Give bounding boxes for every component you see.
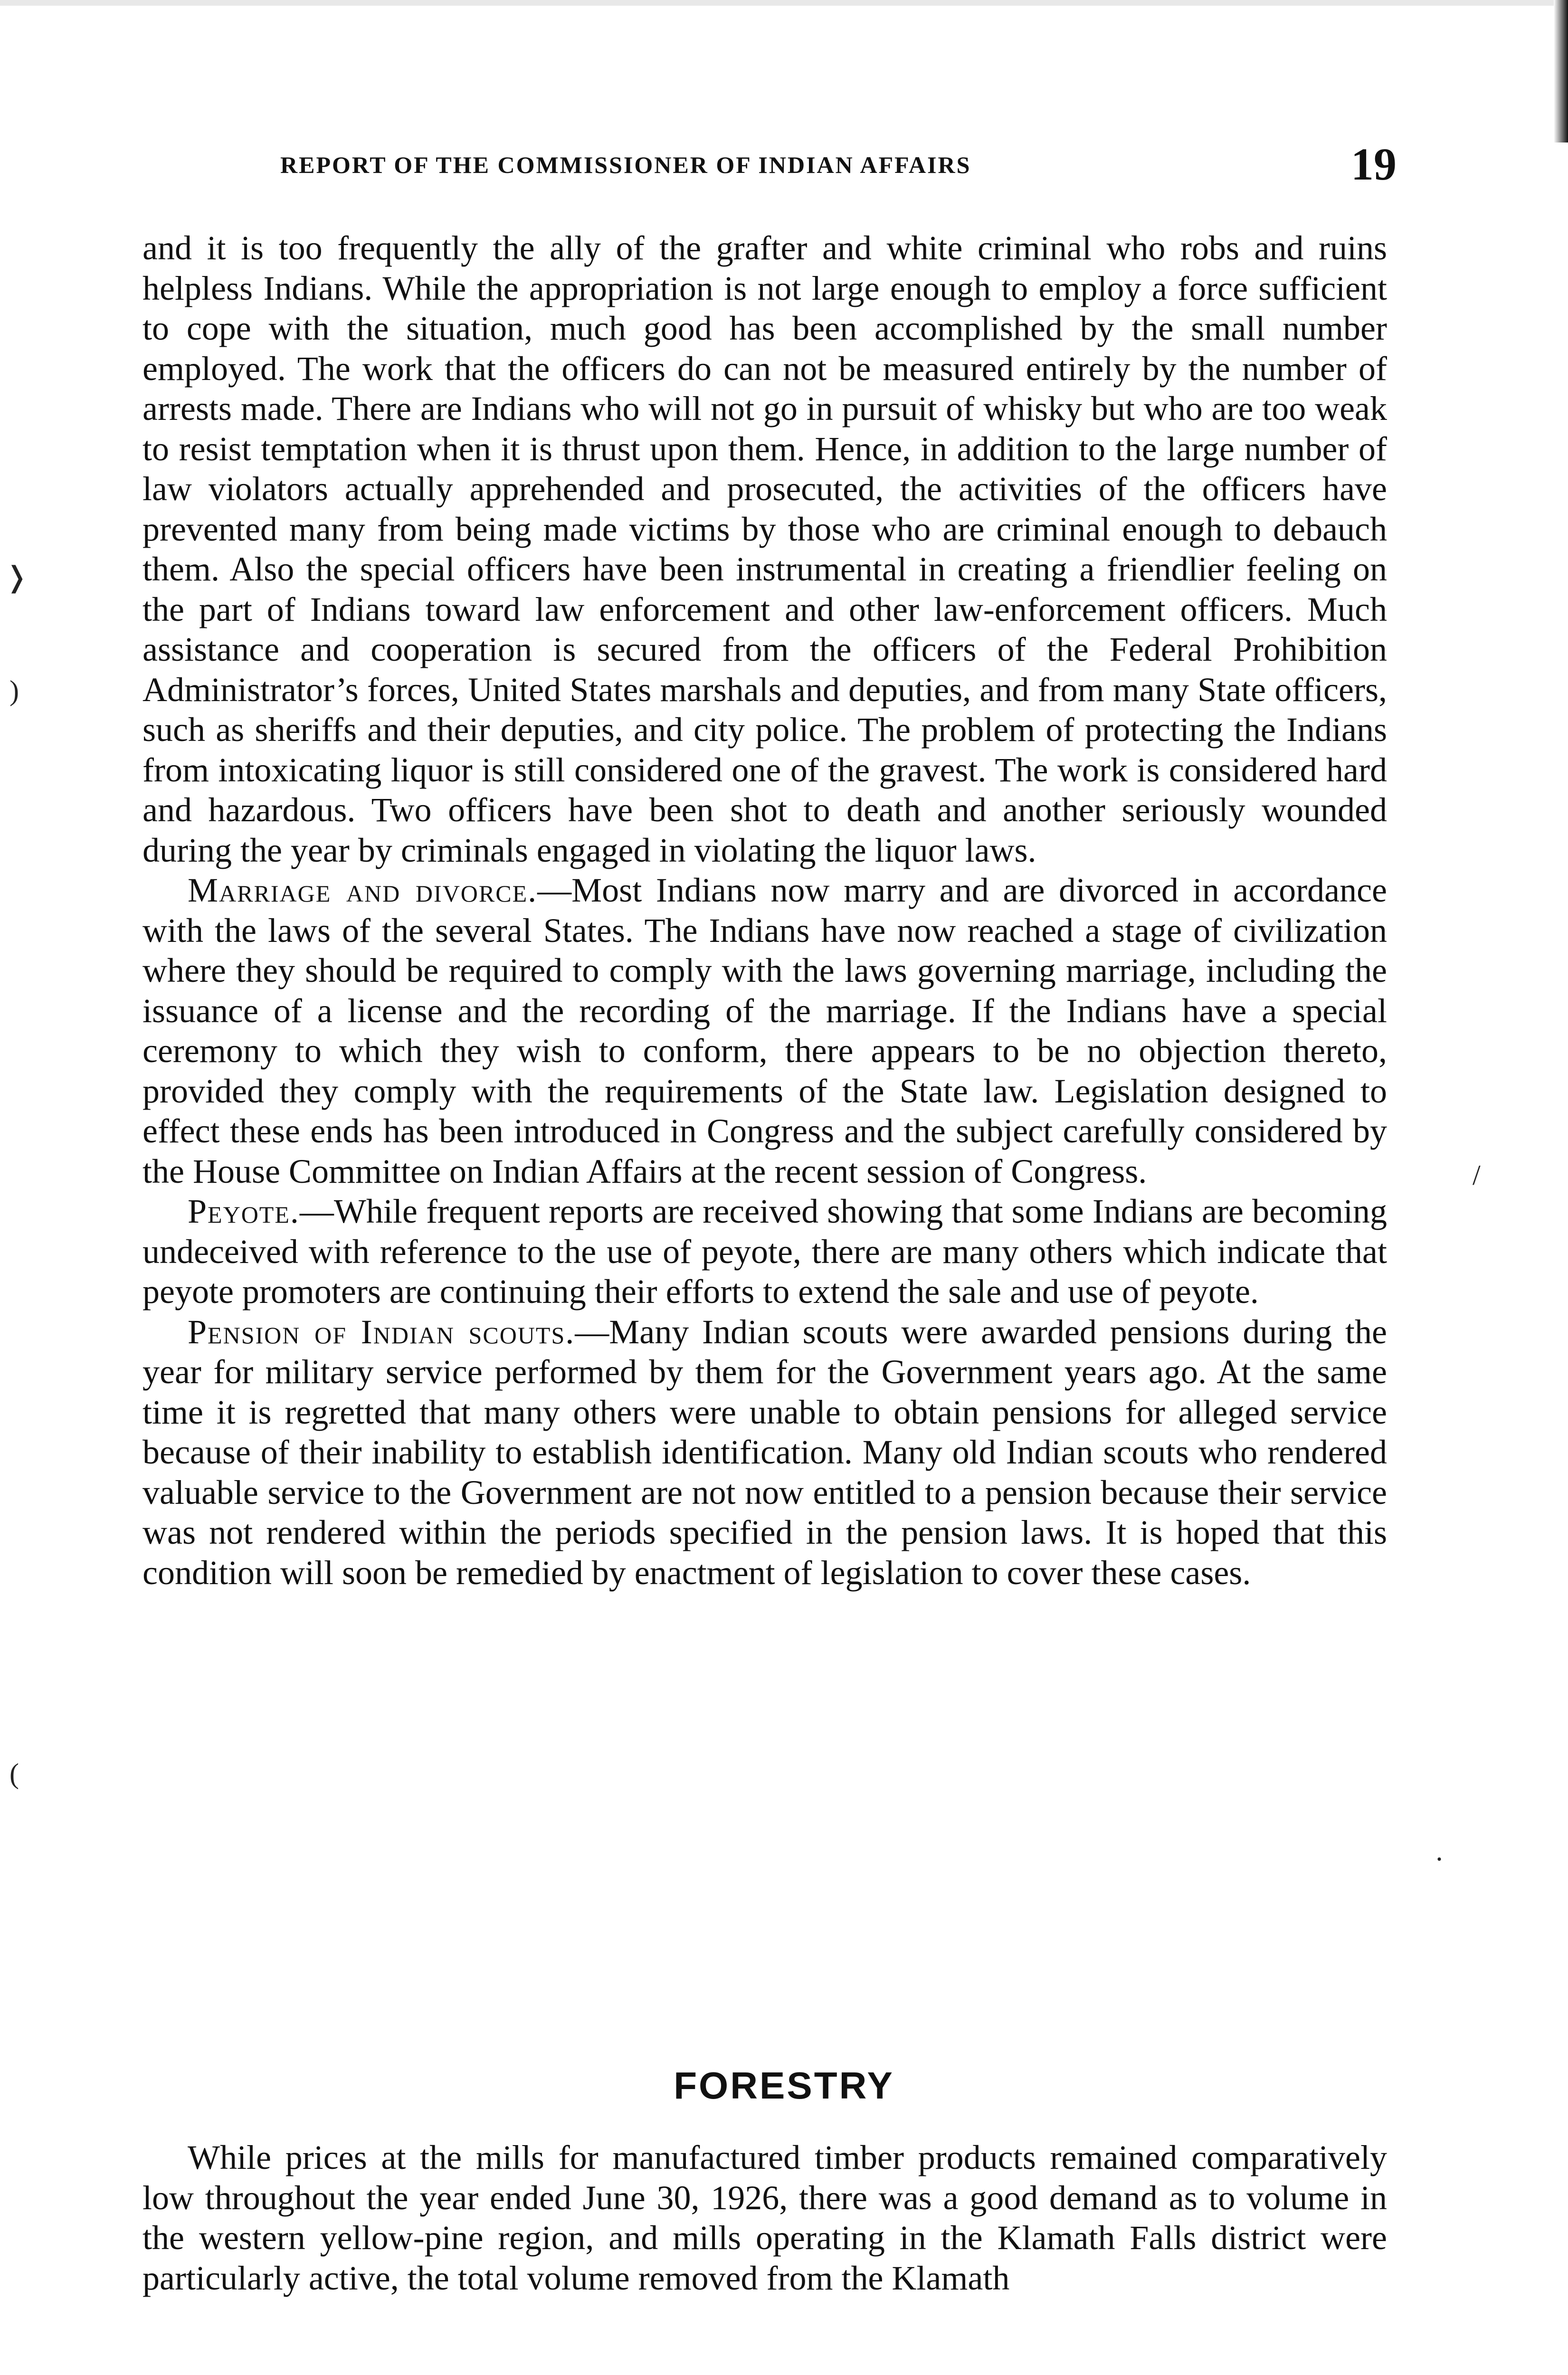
marriage-text: —Most Indians now marry and are divorced in accordance with the laws of the several States. The Indians have now reached a stage of civilization where they should be required to comply with the laws governing marriage, including the issuance of a license and the recording of the marriage. If the Indians have a special ceremony to which they wish to conform, there appears to be no objection thereto, provided they comply with the requirements of the State law. Legislation designed to effect these ends has been introduced in Congress and the subject carefully considered by the House Committee on Indian Affairs at the recent session of Congress. (143, 871, 1387, 1190)
scan-edge-right (1554, 0, 1568, 142)
scan-edge-top (0, 0, 1568, 6)
section-heading-forestry: FORESTRY (674, 2064, 894, 2107)
paragraph-forestry: While prices at the mills for manufactured timber products remained comparatively low throughout the year ended June 30, 1926, there was a good demand as to volume in the western yellow-pine region, and mills operating in the Klamath Falls district were particularly active, the total volume removed from the Klamath (143, 2138, 1387, 2297)
run-in-heading-peyote: Peyote. (188, 1192, 300, 1230)
page-header (280, 138, 1397, 190)
body-text (143, 228, 1387, 1593)
pension-text: —Many Indian scouts were awarded pensions during the year for military service performed by them for the Government years ago. At the same time it is regretted that many others were unable to obtain pensions for alleged service because of their inability to establish identification. Many old Indian scouts who rendered valuable service to the Government are not now entitled to a pension because their service was not rendered within the periods specified in the pension laws. It is hoped that this condition will soon be remedied by enactment of legislation to cover these cases. (143, 1312, 1387, 1592)
margin-mark: ) (10, 675, 19, 706)
peyote-text: —While frequent reports are received showing that some Indians are becoming undeceived with reference to the use of peyote, there are many others which indicate that peyote promoters are continuing their efforts to extend the sale and use of peyote. (143, 1192, 1387, 1311)
run-in-heading-pension: Pension of Indian scouts. (188, 1312, 575, 1351)
paragraph-peyote (143, 1191, 1387, 1312)
running-head: REPORT OF THE COMMISSIONER OF INDIAN AFFAIRS (280, 152, 971, 178)
margin-mark: ( (10, 1758, 19, 1789)
forestry-text (143, 2138, 1387, 2298)
margin-mark: ❭ (5, 561, 29, 593)
paragraph-marriage (143, 870, 1387, 1191)
margin-dot: · (1435, 1843, 1444, 1875)
margin-mark: / (1473, 1159, 1481, 1191)
paragraph-pension (143, 1312, 1387, 1593)
paragraph-liquor-suppression: and it is too frequently the ally of the grafter and white criminal who robs and ruins helpless Indians. While the appropriation is not large enough to employ a force sufficient to cope with the situation, much good has been accomplished by the small number employed. The work that the officers do can not be measured entirely by the number of arrests made. There are Indians who will not go in pursuit of whisky but who are too weak to resist temptation when it is thrust upon them. Hence, in addition to the large number of law violators actually apprehended and prosecuted, the activities of the officers have prevented many from being made victims by those who are criminal enough to debauch them. Also the special officers have been instrumental in creating a friendlier feeling on the part of Indians toward law enforcement and other law-enforcement officers. Much assistance and cooperation is secured from the officers of the Federal Prohibition Administrator’s forces, United States marshals and deputies, and from many State officers, such as sheriffs and their deputies, and city police. The problem of protecting the Indians from intoxicating liquor is still considered one of the gravest. The work is considered hard and hazardous. Two officers have been shot to death and another seriously wounded during the year by criminals engaged in violating the liquor laws. (143, 229, 1387, 869)
run-in-heading-marriage: Marriage and divorce. (188, 871, 538, 909)
page-number: 19 (1351, 139, 1397, 190)
